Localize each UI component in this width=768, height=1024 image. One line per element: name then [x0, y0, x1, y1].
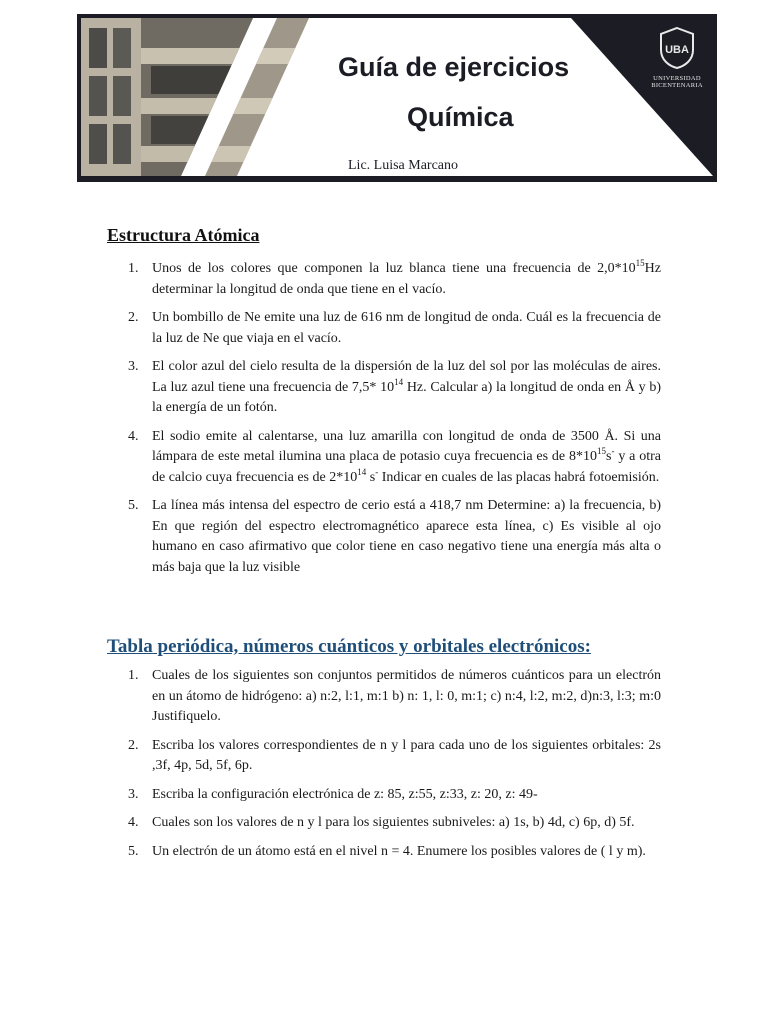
item-number: 3. [128, 786, 139, 802]
item-number: 5. [128, 843, 139, 859]
item-number: 1. [128, 261, 139, 276]
item-text: s [366, 469, 376, 485]
item-text: La línea más intensa del espectro de cerio está a 418,7 nm Determine: a) la frecuencia, b) En que región del espectro electromagnético aparece esta línea, c) Es visible al ojo humano en caso afirmativo que color tiene en caso negativo tiene una energía más alta o más baja que la luz visible [152, 498, 661, 575]
item-text: Escriba la configuración electrónica de z: 85, z:55, z:33, z: 20, z: 49- [152, 786, 538, 802]
item-text: Un bombillo de Ne emite una luz de 616 nm de longitud de onda. Cuál es la frecuencia de la luz de Ne que viaja en el vacío. [152, 310, 661, 346]
superscript: 15 [635, 258, 645, 268]
item-text: El sodio emite al calentarse, una luz amarilla con longitud de onda de 3500 Å. Si una lámpara de este metal ilumina una placa de potasio cuya frecuencia es de 8*10 [152, 428, 661, 464]
item-number: 2. [128, 737, 139, 753]
item-number: 2. [128, 310, 139, 325]
logo-acronym: UBA [665, 44, 689, 56]
item-text: y a otra de calcio cuya frecuencia es de 2*10 [152, 449, 662, 485]
item-text: Un electrón de un átomo está en el nivel n = 4. Enumere los posibles valores de ( l y m). [152, 843, 646, 859]
list-item [128, 813, 661, 834]
list-item [128, 785, 661, 806]
list-item [128, 357, 661, 419]
exercise-list-atomic-structure [128, 259, 661, 586]
item-text: Cuales son los valores de n y l para los siguientes subniveles: a) 1s, b) 4d, c) 6p, d) 5f. [152, 815, 635, 830]
item-text: Escriba los valores correspondientes de n y l para cada uno de los siguientes orbitales: 2s ,3f, 4p, 5d, 5f, 6p. [152, 737, 661, 773]
shield-icon [658, 26, 696, 70]
item-number: 5. [128, 498, 139, 513]
superscript: 14 [357, 466, 367, 477]
list-item [128, 308, 661, 349]
logo-name-line2: BICENTENARIA [651, 82, 703, 89]
item-text: s [606, 449, 612, 464]
author-name: Lic. Luisa Marcano [348, 158, 459, 173]
superscript: 15 [597, 446, 607, 456]
list-item [128, 736, 661, 777]
section-title-periodic-table: Tabla periódica, números cuánticos y orbitales electrónicos: [107, 636, 591, 657]
list-item [128, 842, 661, 863]
page-title-line2: Química [407, 102, 514, 132]
list-item [128, 259, 661, 300]
item-text: El color azul del cielo resulta de la dispersión de la luz del sol por las moléculas de aires. La luz azul tiene una frecuencia de 7,5* 10 [152, 359, 661, 395]
dark-corner-shape [81, 18, 713, 176]
page-title-line1: Guía de ejercicios [338, 52, 570, 82]
header-banner-inner [81, 18, 713, 176]
item-number: 3. [128, 359, 139, 374]
exercise-list-quantum-numbers [128, 666, 661, 870]
item-text: Hz determinar la longitud de onda que tiene en el vacío. [152, 261, 661, 297]
logo-name-line1: UNIVERSIDAD [653, 75, 701, 82]
item-number: 4. [128, 815, 139, 830]
item-text: Indicar en cuales de las placas habrá fotoemisión. [378, 469, 660, 485]
item-text: Cuales de los siguientes son conjuntos permitidos de números cuánticos para un electrón en un átomo de hidrógeno: a) n:2, l:1, m:1 b) n: 1, l: 0, m:1; c) n:4, l:2, m:2, d)n:3, l:3; m:0 Justifiquelo. [152, 668, 661, 724]
superscript: - [611, 446, 615, 456]
superscript: 14 [394, 376, 404, 387]
superscript: - [375, 466, 379, 477]
section-title-atomic-structure: Estructura Atómica [107, 225, 260, 245]
item-text: Hz. Calcular a) la longitud de onda en Å y b) la energía de un fotón. [152, 379, 662, 415]
item-number: 1. [128, 668, 139, 683]
item-text: Unos de los colores que componen la luz blanca tiene una frecuencia de 2,0*10 [152, 261, 636, 276]
header-banner [77, 14, 717, 182]
list-item [128, 496, 661, 578]
list-item [128, 666, 661, 728]
list-item [128, 427, 661, 489]
university-logo [647, 26, 707, 96]
item-number: 4. [128, 428, 139, 444]
